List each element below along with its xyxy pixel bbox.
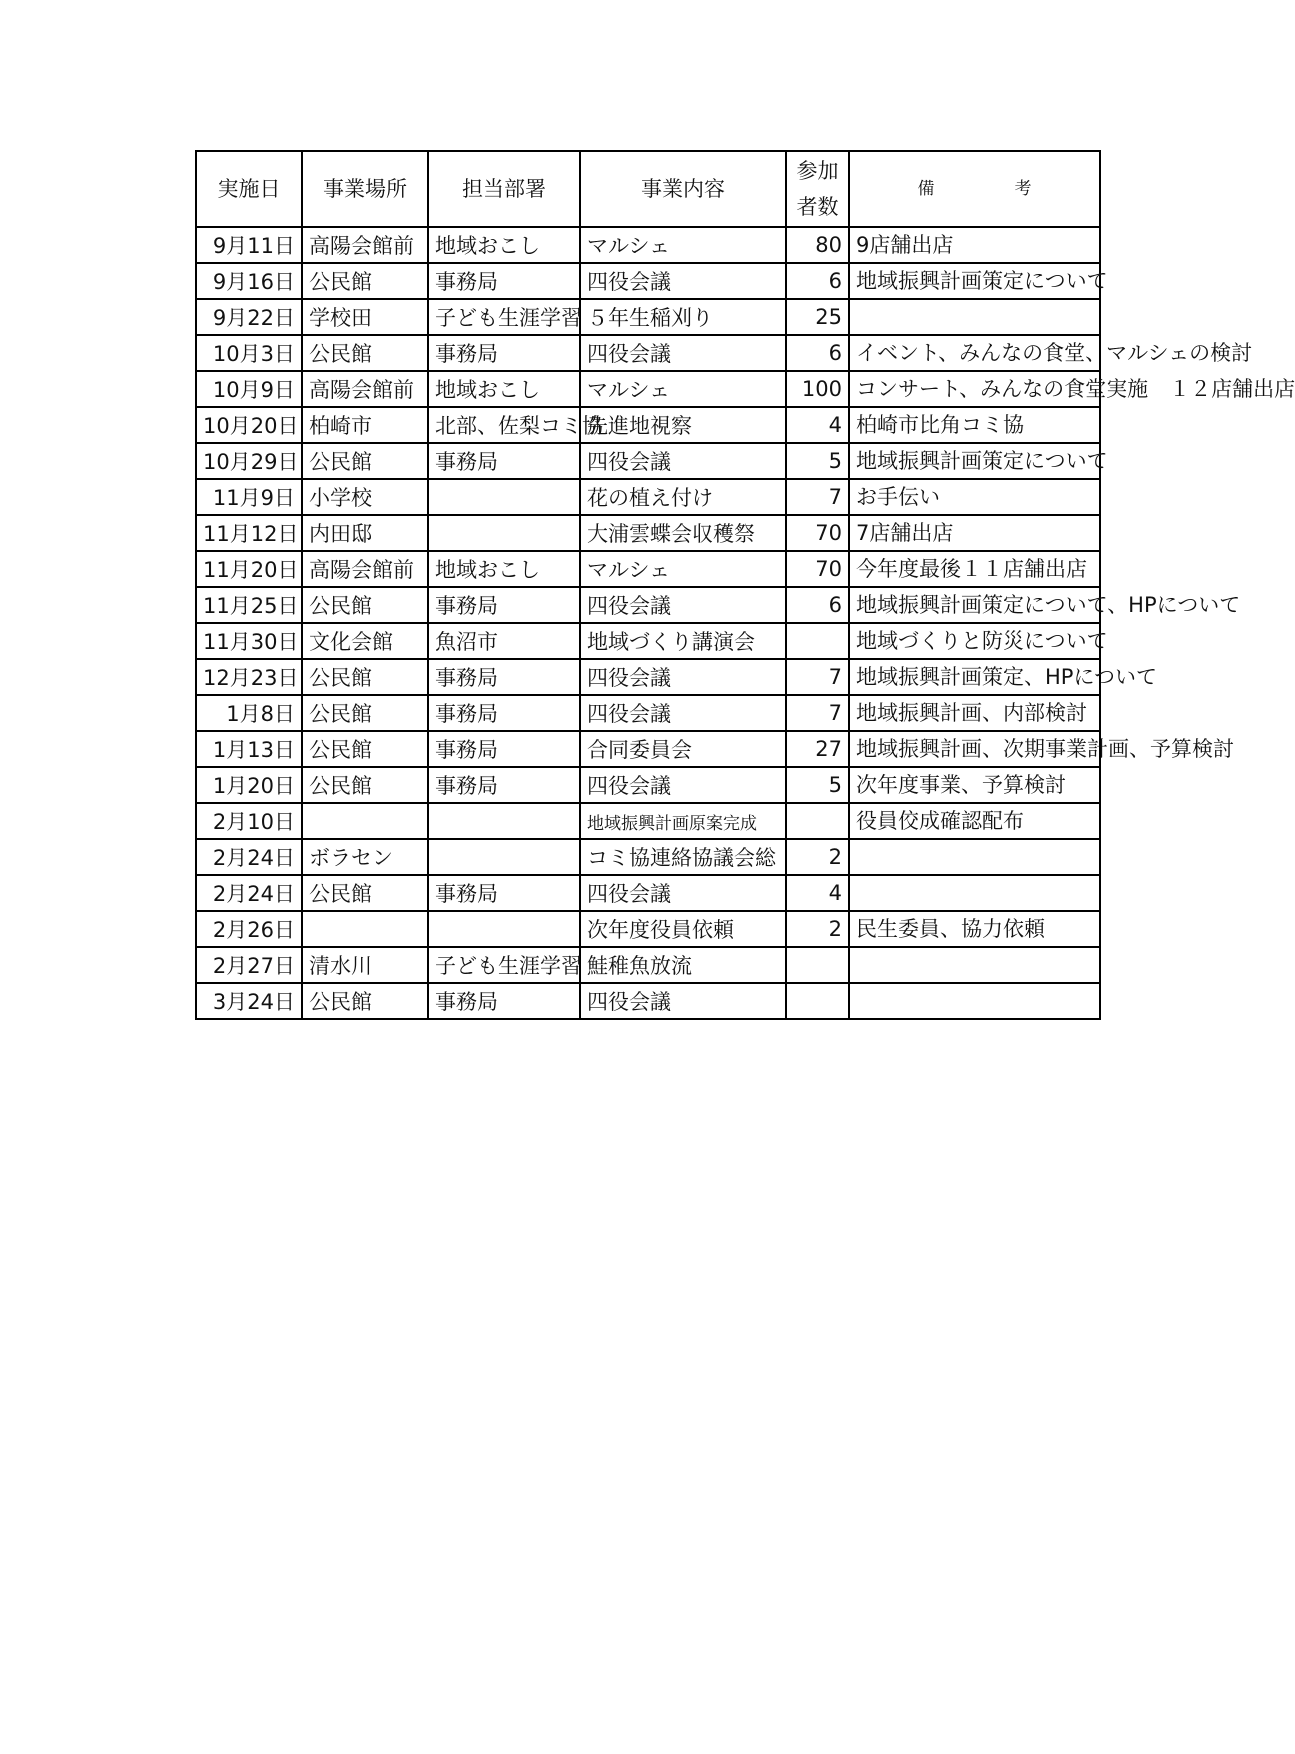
cell-place: 公民館 (302, 587, 428, 623)
table-row (196, 587, 1100, 623)
cell-dept: 事務局 (428, 695, 580, 731)
cell-count: 5 (786, 767, 849, 803)
cell-remarks (849, 875, 1100, 911)
cell-dept: 事務局 (428, 263, 580, 299)
cell-content: 四役会議 (580, 263, 786, 299)
cell-dept: 事務局 (428, 335, 580, 371)
cell-content: 次年度役員依頼 (580, 911, 786, 947)
header-count-line2: 者数 (796, 195, 839, 219)
cell-place: 高陽会館前 (302, 551, 428, 587)
cell-content: 四役会議 (580, 695, 786, 731)
cell-count: 70 (786, 551, 849, 587)
cell-content: 四役会議 (580, 587, 786, 623)
cell-place: 高陽会館前 (302, 371, 428, 407)
cell-count: 6 (786, 587, 849, 623)
cell-date: 2月27日 (196, 947, 302, 983)
header-dept: 担当部署 (428, 151, 580, 227)
cell-place (302, 803, 428, 839)
cell-dept: 事務局 (428, 659, 580, 695)
cell-date: 1月13日 (196, 731, 302, 767)
cell-place: 小学校 (302, 479, 428, 515)
cell-count: 7 (786, 695, 849, 731)
cell-date: 11月25日 (196, 587, 302, 623)
cell-count: 5 (786, 443, 849, 479)
cell-place: 文化会館 (302, 623, 428, 659)
table-row (196, 335, 1100, 371)
cell-date: 10月29日 (196, 443, 302, 479)
cell-count (786, 623, 849, 659)
header-count (786, 151, 849, 227)
cell-dept (428, 803, 580, 839)
table-row (196, 371, 1100, 407)
header-remarks-a: 備 (917, 179, 935, 199)
cell-remarks: 9店舗出店 (849, 227, 1100, 263)
cell-remarks: 民生委員、協力依頼 (849, 911, 1100, 947)
cell-dept (428, 515, 580, 551)
cell-dept (428, 839, 580, 875)
header-date: 実施日 (196, 151, 302, 227)
cell-date: 2月26日 (196, 911, 302, 947)
cell-dept: 地域おこし (428, 371, 580, 407)
cell-date: 11月9日 (196, 479, 302, 515)
cell-place: 公民館 (302, 443, 428, 479)
table-row (196, 767, 1100, 803)
cell-remarks: 今年度最後１１店舗出店 (849, 551, 1100, 587)
cell-dept: 地域おこし (428, 227, 580, 263)
cell-place: 公民館 (302, 767, 428, 803)
cell-content: ５年生稲刈り (580, 299, 786, 335)
table-row (196, 839, 1100, 875)
cell-content: 四役会議 (580, 335, 786, 371)
cell-content: 花の植え付け (580, 479, 786, 515)
cell-remarks: 次年度事業、予算検討 (849, 767, 1100, 803)
cell-date: 9月22日 (196, 299, 302, 335)
table-row (196, 659, 1100, 695)
cell-date: 10月9日 (196, 371, 302, 407)
header-row (196, 151, 1100, 227)
header-place: 事業場所 (302, 151, 428, 227)
cell-dept: 事務局 (428, 767, 580, 803)
table-row (196, 515, 1100, 551)
cell-remarks: 地域振興計画策定、HPについて (849, 659, 1100, 695)
cell-content: 合同委員会 (580, 731, 786, 767)
cell-dept: 事務局 (428, 875, 580, 911)
cell-content: 四役会議 (580, 443, 786, 479)
cell-dept: 事務局 (428, 731, 580, 767)
cell-remarks: イベント、みんなの食堂、マルシェの検討 (849, 335, 1100, 371)
cell-count: 27 (786, 731, 849, 767)
cell-dept: 事務局 (428, 587, 580, 623)
cell-remarks (849, 947, 1100, 983)
cell-count: 4 (786, 407, 849, 443)
cell-content: 地域振興計画原案完成 (580, 803, 786, 839)
cell-remarks: 地域振興計画策定について (849, 263, 1100, 299)
cell-content: マルシェ (580, 371, 786, 407)
cell-date: 10月20日 (196, 407, 302, 443)
cell-place: 公民館 (302, 659, 428, 695)
table-row (196, 731, 1100, 767)
cell-dept: 北部、佐梨コミ協 (428, 407, 580, 443)
cell-place: ボラセン (302, 839, 428, 875)
header-count-line1: 参加 (796, 159, 839, 183)
cell-count: 70 (786, 515, 849, 551)
cell-content: 先進地視察 (580, 407, 786, 443)
cell-dept: 子ども生涯学習 (428, 947, 580, 983)
cell-count (786, 983, 849, 1019)
table-row (196, 623, 1100, 659)
cell-content: 四役会議 (580, 983, 786, 1019)
table-row (196, 947, 1100, 983)
cell-date: 12月23日 (196, 659, 302, 695)
cell-place: 公民館 (302, 875, 428, 911)
cell-content: コミ協連絡協議会総 (580, 839, 786, 875)
activity-table (195, 150, 1295, 1020)
cell-dept: 子ども生涯学習 (428, 299, 580, 335)
cell-content: 四役会議 (580, 767, 786, 803)
cell-date: 1月8日 (196, 695, 302, 731)
cell-content: マルシェ (580, 227, 786, 263)
cell-date: 11月30日 (196, 623, 302, 659)
cell-dept: 事務局 (428, 983, 580, 1019)
cell-date: 10月3日 (196, 335, 302, 371)
cell-place: 学校田 (302, 299, 428, 335)
cell-remarks: 7店舗出店 (849, 515, 1100, 551)
cell-place: 清水川 (302, 947, 428, 983)
cell-date: 2月10日 (196, 803, 302, 839)
cell-remarks: 柏崎市比角コミ協 (849, 407, 1100, 443)
cell-date: 9月11日 (196, 227, 302, 263)
table-row (196, 479, 1100, 515)
cell-date: 3月24日 (196, 983, 302, 1019)
cell-place: 高陽会館前 (302, 227, 428, 263)
table-row (196, 551, 1100, 587)
table-row (196, 911, 1100, 947)
cell-count: 4 (786, 875, 849, 911)
cell-remarks: お手伝い (849, 479, 1100, 515)
cell-count: 7 (786, 659, 849, 695)
table-row (196, 263, 1100, 299)
cell-dept: 地域おこし (428, 551, 580, 587)
cell-dept (428, 911, 580, 947)
cell-content: 地域づくり講演会 (580, 623, 786, 659)
cell-place: 内田邸 (302, 515, 428, 551)
cell-content: マルシェ (580, 551, 786, 587)
cell-place: 公民館 (302, 695, 428, 731)
cell-count: 2 (786, 911, 849, 947)
cell-dept: 事務局 (428, 443, 580, 479)
cell-remarks: 地域振興計画策定について (849, 443, 1100, 479)
table-body (196, 227, 1295, 1019)
cell-place (302, 911, 428, 947)
cell-count: 7 (786, 479, 849, 515)
table-row (196, 299, 1100, 335)
cell-date: 1月20日 (196, 767, 302, 803)
cell-content: 大浦雲蝶会収穫祭 (580, 515, 786, 551)
cell-place: 公民館 (302, 335, 428, 371)
table-row (196, 695, 1100, 731)
cell-content: 四役会議 (580, 659, 786, 695)
header-remarks (849, 151, 1100, 227)
table-row (196, 875, 1100, 911)
cell-place: 公民館 (302, 263, 428, 299)
cell-count: 25 (786, 299, 849, 335)
cell-content: 鮭稚魚放流 (580, 947, 786, 983)
table-row (196, 983, 1100, 1019)
cell-remarks: 地域振興計画、次期事業計画、予算検討 (849, 731, 1100, 767)
cell-count: 6 (786, 263, 849, 299)
cell-remarks (849, 983, 1100, 1019)
cell-place: 公民館 (302, 983, 428, 1019)
cell-count: 2 (786, 839, 849, 875)
cell-count: 100 (786, 371, 849, 407)
cell-dept: 魚沼市 (428, 623, 580, 659)
cell-remarks: 地域振興計画、内部検討 (849, 695, 1100, 731)
cell-date: 9月16日 (196, 263, 302, 299)
header-content: 事業内容 (580, 151, 786, 227)
cell-place: 公民館 (302, 731, 428, 767)
header-remarks-b: 考 (1014, 179, 1032, 199)
cell-place: 柏崎市 (302, 407, 428, 443)
cell-remarks: 地域振興計画策定について、HPについて (849, 587, 1100, 623)
cell-remarks (849, 299, 1100, 335)
table-row (196, 407, 1100, 443)
cell-date: 11月12日 (196, 515, 302, 551)
table-row (196, 803, 1100, 839)
cell-remarks: 地域づくりと防災について (849, 623, 1100, 659)
cell-count: 80 (786, 227, 849, 263)
table-row (196, 227, 1100, 263)
table-row (196, 443, 1100, 479)
cell-count (786, 947, 849, 983)
cell-remarks: コンサート、みんなの食堂実施 １２店舗出店 (849, 371, 1100, 407)
cell-remarks: 役員佼成確認配布 (849, 803, 1100, 839)
cell-count: 6 (786, 335, 849, 371)
cell-count (786, 803, 849, 839)
cell-remarks (849, 839, 1100, 875)
cell-dept (428, 479, 580, 515)
cell-content: 四役会議 (580, 875, 786, 911)
cell-date: 2月24日 (196, 839, 302, 875)
cell-date: 11月20日 (196, 551, 302, 587)
cell-date: 2月24日 (196, 875, 302, 911)
